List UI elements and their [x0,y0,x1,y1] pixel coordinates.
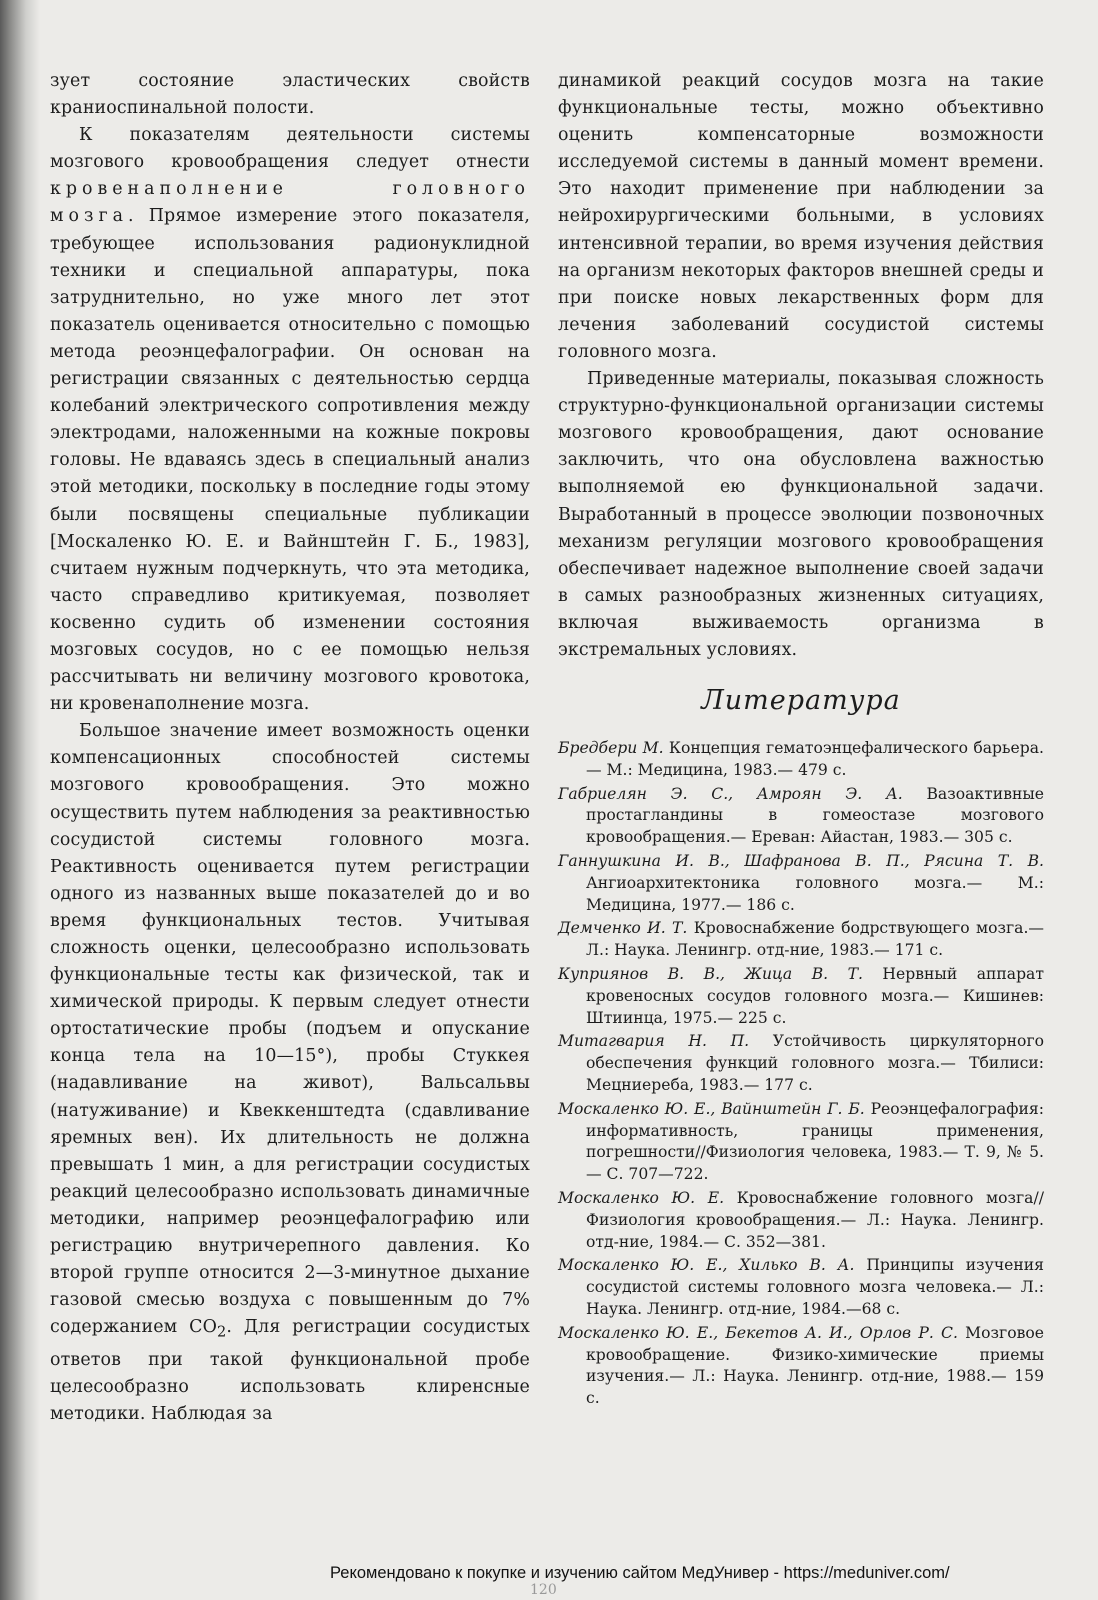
left-text-column [50,68,530,1428]
reference-item [558,964,1044,1029]
footer-recommendation: Рекомендовано к покупке и изучению сайтом МедУнивер - https://meduniver.com/ [330,1564,950,1582]
reference-text: Принципы изучения сосудистой системы головного мозга человека.— Л.: Наука. Ленингр. отд-ние, 1984.—68 с. [586,1256,1045,1318]
paragraph-2 [50,122,530,718]
reference-item [558,1031,1044,1096]
page-number: 120 [530,1582,557,1598]
reference-text: Кровоснабжение бодрствующего мозга.— Л.: Наука. Ленингр. отд-ние, 1983.— 171 с. [586,919,1045,960]
reference-authors: Куприянов В. В., Жица В. Т. [558,965,863,984]
reference-text: Мозговое кровообращение. Физико-химические приемы изучения.— Л.: Наука. Ленингр. отд-ние, 1988.— 159 с. [586,1323,1044,1408]
references-heading: Литература [701,685,901,717]
references-list [558,738,1044,1410]
reference-item [558,851,1044,916]
reference-authors: Москаленко Ю. Е. [558,1189,725,1207]
reference-authors: Москаленко Ю. Е., Бекетов А. И., Орлов Р. С. [558,1323,958,1342]
paragraph-3-text-a: Большое значение имеет возможность оценки компенсационных способностей системы мозгового кровообращения. Это можно осуществить путем наблюдения за реактивностью сосудистой системы головного мозга. Реактивность оценивается путем регистрации одного из названных выше показателей до и во время функциональных тестов. Учитывая сложность оценки, целесообразно использовать функциональные тесты как физической, так и химической природы. К первым следует отнести ортостатические пробы (подъем и опускание конца тела на 10—15°), пробы Стуккея (надавливание на живот), Вальсальвы (натуживание) и Квеккенштедта (сдавливание яремных вен). Их длительность не должна превышать 1 мин, а для регистрации сосудистых реакций целесообразно использовать динамичные методики, например реоэнцефалографию или регистрацию внутричерепного давления. Ко второй группе относится 2—3-минутное дыхание газовой смесью воздуха с повышенным до 7% содержанием CO [50,721,530,1338]
reference-item [558,1255,1044,1320]
reference-authors: Габриелян Э. С., Амроян Э. А. [558,784,903,803]
reference-text: Вазоактивные простагландины в гомеостазе мозгового кровообращения.— Ереван: Айастан, 1983.— 305 с. [586,784,1045,847]
spaced-term: кровенаполнение головного мозга [50,179,530,227]
reference-authors: Москаленко Ю. Е., Вайнштейн Г. Б. [558,1099,865,1118]
reference-item [558,1188,1044,1253]
reference-item [558,918,1044,962]
reference-text: Нервный аппарат кровеносных сосудов головного мозга.— Кишинев: Штиинца, 1975.— 225 с. [586,965,1044,1027]
paragraph-1: зует состояние эластических свойств краниоспинальной полости. [50,71,530,119]
reference-item [558,738,1044,782]
co2-subscript: 2 [217,1324,227,1341]
paragraph-4: динамикой реакций сосудов мозга на такие функциональные тесты, можно объективно оценить компенсаторные возможности исследуемой системы в данный момент времени. Это находит применение при наблюдении за нейрохирургическими больными, в условиях интенсивной терапии, во время изучения действия на организм некоторых факторов внешней среды и при поиске новых лекарственных форм для лечения заболеваний сосудистой системы головного мозга. [558,71,1044,362]
reference-authors: Москаленко Ю. Е., Хилько В. А. [558,1256,855,1275]
reference-item [558,784,1044,849]
reference-text: Устойчивость циркуляторного обеспечения функций головного мозга.— Тбилиси: Мецниереба, 1983.— 177 с. [586,1032,1044,1095]
reference-authors: Митагвария Н. П. [558,1032,750,1051]
paragraph-3 [50,718,530,1428]
paragraph-2-text-a: К показателям деятельности системы мозгового кровообращения следует отнести [50,125,530,173]
reference-item [558,1323,1044,1410]
reference-authors: Демченко И. Т. [558,919,688,938]
paragraph-2-text-b: . Прямое измерение этого показателя, требующее использования радионуклидной техники и специальной аппаратуры, пока затруднительно, но уже много лет этот показатель оценивается относительно с помощью метода реоэнцефалографии. Он основан на регистрации связанных с деятельностью сердца колебаний электрического сопротивления между электродами, наложенными на кожные покровы головы. Не вдаваясь здесь в специальный анализ этой методики, поскольку в последние годы этому были посвящены специальные публикации [Москаленко Ю. Е. и Вайнштейн Г. Б., 1983], считаем нужным подчеркнуть, что эта методика, часто справедливо критикуемая, позволяет косвенно судить об изменении состояния мозговых сосудов, но с ее помощью нельзя рассчитывать ни величину мозгового кровотока, ни кровенаполнение мозга. [50,206,530,715]
reference-text: Реоэнцефалография: информативность, границы применения, погрешности//Физиология человека, 1983.— Т. 9, № 5.— С. 707—722. [586,1099,1044,1184]
reference-text: Ангиоархитектоника головного мозга.— М.: Медицина, 1977.— 186 с. [586,873,1044,914]
paragraph-5: Приведенные материалы, показывая сложность структурно-функциональной организации системы мозгового кровообращения, дают основание заключить, что она обусловлена важностью выполняемой ею функциональной задачи. Выработанный в процессе эволюции позвоночных механизм регуляции мозгового кровообращения обеспечивает надежное выполнение своей задачи в самых разнообразных жизненных ситуациях, включая выживаемость организма в экстремальных условиях. [558,369,1044,660]
paragraph-3-text-b: . Для регистрации сосудистых ответов при такой функциональной пробе целесообразно использовать клиренсные методики. Наблюдая за [50,1317,530,1425]
right-text-column [558,68,1044,1412]
reference-authors: Бредбери М. [558,739,664,758]
reference-text: Концепция гематоэнцефалического барьера.— М.: Медицина, 1983.— 479 с. [586,739,1044,779]
reference-item [558,1099,1044,1186]
scan-page-edge-shadow [0,0,40,1600]
reference-authors: Ганнушкина И. В., Шафранова В. П., Рясина Т. В. [558,852,1044,871]
reference-text: Кровоснабжение головного мозга//Физиология кровообращения.— Л.: Наука. Ленингр. отд-ние, 1984.— С. 352—381. [586,1189,1044,1251]
